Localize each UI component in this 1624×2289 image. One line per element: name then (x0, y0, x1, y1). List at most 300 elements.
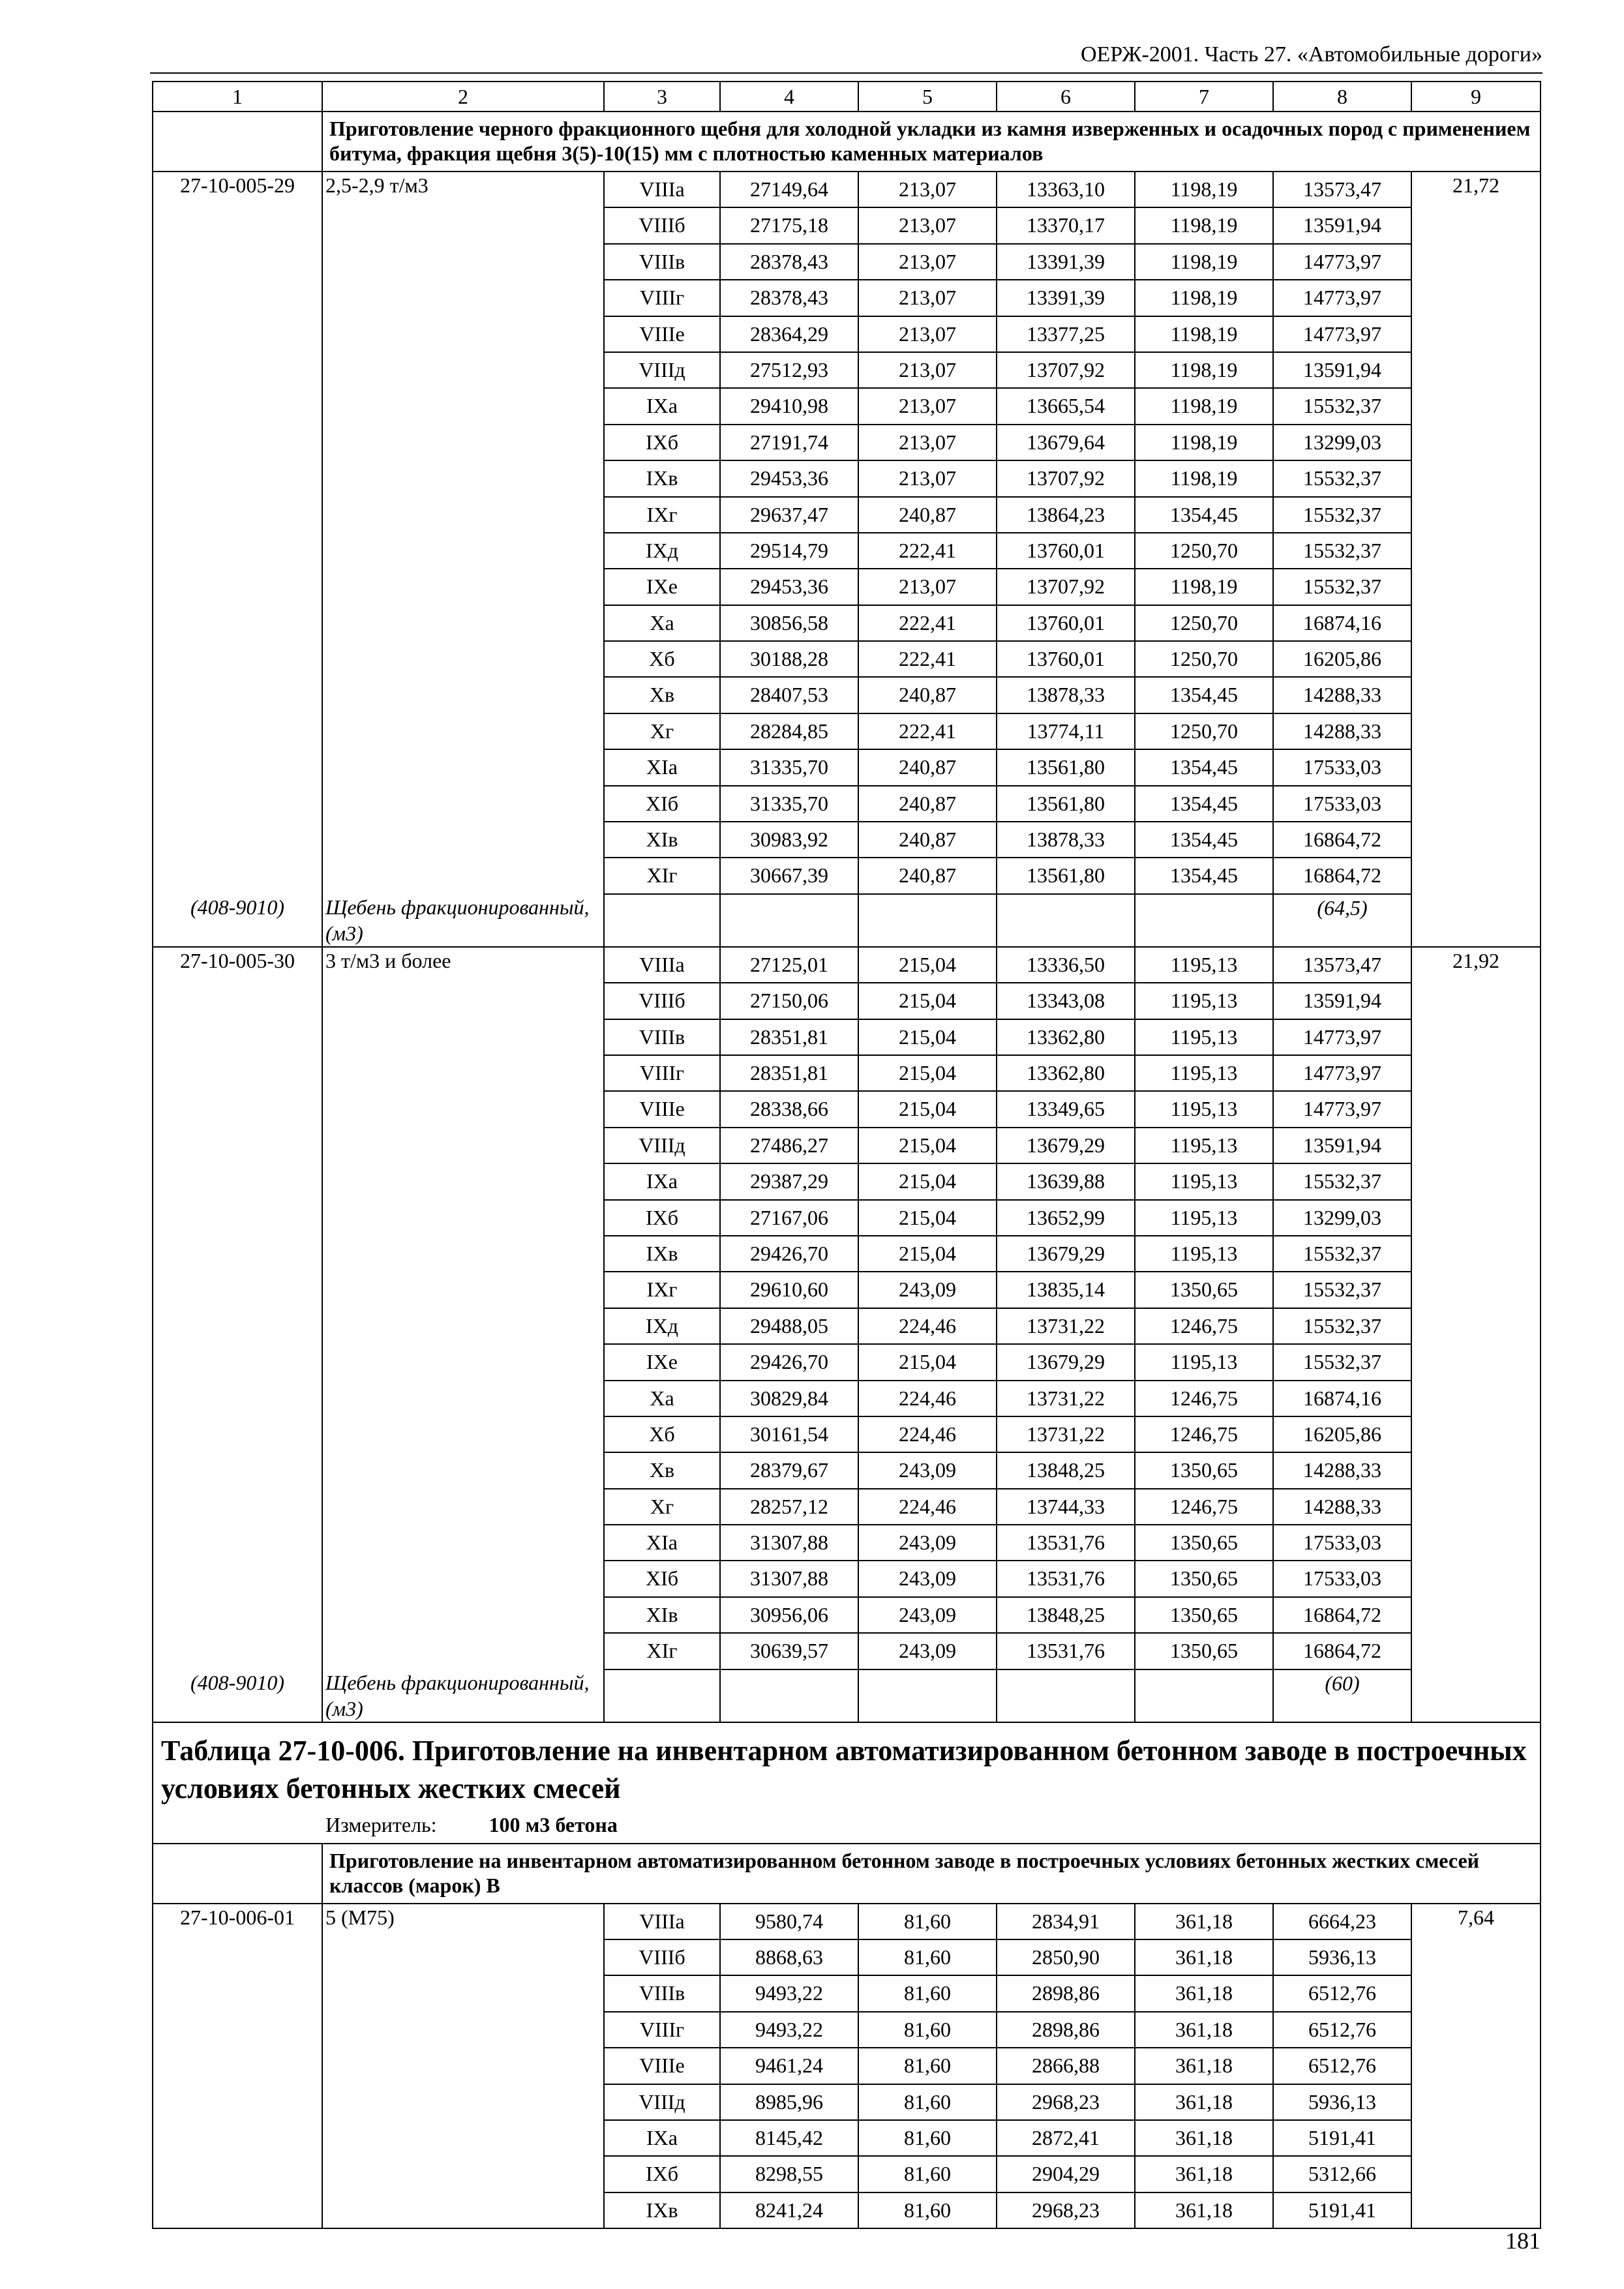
zone-cell: VIIIа (605, 948, 719, 983)
value-cell: 1250,70 (1135, 533, 1272, 569)
value-cell: 213,07 (859, 245, 996, 280)
zone-cell: IXе (605, 569, 719, 605)
value-cell: 6512,76 (1274, 2012, 1411, 2048)
entry-values-column (997, 172, 1135, 894)
rates-table (152, 81, 1541, 2229)
zone-cell: XIа (605, 750, 719, 786)
zone-cell: Xв (605, 1453, 719, 1489)
value-cell: 17533,03 (1274, 1525, 1411, 1561)
value-cell: 13707,92 (997, 461, 1134, 497)
value-cell: 15532,37 (1274, 1345, 1411, 1381)
value-cell: 213,07 (859, 208, 996, 244)
material-qty: (64,5) (1273, 894, 1411, 947)
value-cell: 222,41 (859, 606, 996, 642)
value-cell: 29637,47 (721, 498, 858, 533)
page-header: ОЕРЖ-2001. Часть 27. «Автомобильные дороги» (1080, 42, 1542, 67)
value-cell: 1198,19 (1135, 208, 1272, 244)
value-cell: 1246,75 (1135, 1309, 1272, 1345)
zone-cell: XIб (605, 786, 719, 822)
value-cell: 1195,13 (1135, 1236, 1272, 1272)
value-cell: 29453,36 (721, 569, 858, 605)
value-cell: 30667,39 (750, 863, 828, 888)
section-heading: Приготовление на инвентарном автоматизированном бетонном заводе в построечных условиях бетонных жестких смесей классов (марок) В (322, 1844, 1541, 1904)
value-cell: 17533,03 (1274, 786, 1411, 822)
value-cell: 1195,13 (1135, 1345, 1272, 1381)
rate-entry (153, 947, 1541, 1669)
value-cell: 9493,22 (721, 2012, 858, 2048)
zone-cell: IXв (646, 2198, 678, 2222)
column-number: 9 (1411, 82, 1541, 112)
value-cell: 15532,37 (1274, 533, 1411, 569)
value-cell: 30639,57 (750, 1639, 828, 1663)
value-cell: 361,18 (1135, 2012, 1272, 2048)
value-cell: 243,09 (899, 1639, 956, 1663)
entry-values-column (720, 947, 858, 1669)
value-cell: 1354,45 (1135, 822, 1272, 858)
entry-values-column (858, 172, 997, 894)
value-cell: 13760,01 (997, 642, 1134, 678)
material-row (153, 1669, 1541, 1722)
value-cell: 2898,86 (997, 2012, 1134, 2048)
value-cell: 1198,19 (1135, 280, 1272, 316)
value-cell: 1198,19 (1135, 569, 1272, 605)
value-cell: 16205,86 (1274, 1417, 1411, 1453)
value-cell: 31335,70 (721, 786, 858, 822)
value-cell: 16864,72 (1274, 1598, 1411, 1634)
value-cell: 240,87 (859, 498, 996, 533)
value-cell: 14288,33 (1274, 1489, 1411, 1525)
value-cell: 1354,45 (1135, 750, 1272, 786)
value-cell: 1250,70 (1135, 714, 1272, 750)
zone-cell: VIIIб (605, 983, 719, 1019)
value-cell: 215,04 (859, 1345, 996, 1381)
zone-cell: VIIIб (605, 208, 719, 244)
values-stack (859, 948, 996, 1669)
value-cell: 17533,03 (1274, 750, 1411, 786)
value-cell: 2898,86 (997, 1976, 1134, 2012)
value-cell: 5191,41 (1308, 2198, 1376, 2222)
values-stack (605, 172, 719, 893)
value-cell: 1354,45 (1135, 498, 1272, 533)
values-stack (1274, 1904, 1411, 2228)
value-cell: 1195,13 (1135, 1092, 1272, 1128)
material-empty-cell (997, 1669, 1135, 1722)
entry-values-column (1273, 1904, 1411, 2229)
value-cell: 224,46 (859, 1381, 996, 1417)
value-cell: 29610,60 (721, 1272, 858, 1308)
value-cell: 29387,29 (721, 1164, 858, 1200)
value-cell: 213,07 (859, 317, 996, 353)
values-stack (721, 1904, 858, 2228)
value-cell: 14773,97 (1274, 1056, 1411, 1092)
value-cell: 215,04 (859, 1020, 996, 1056)
zone-cell: VIIIе (605, 2048, 719, 2084)
zone-cell: VIIIд (605, 353, 719, 389)
value-cell: 27125,01 (721, 948, 858, 983)
value-cell: 16864,72 (1274, 822, 1411, 858)
value-cell: 2850,90 (997, 1940, 1134, 1976)
value-cell: 30188,28 (721, 642, 858, 678)
value-cell: 28378,43 (721, 280, 858, 316)
entry-values-column (1135, 947, 1273, 1669)
zone-cell: XIг (646, 1639, 678, 1663)
value-cell: 222,41 (859, 714, 996, 750)
zone-cell: Xб (605, 642, 719, 678)
zone-cell: VIIIе (605, 317, 719, 353)
entry-values-column (604, 1904, 720, 2229)
value-cell: 13299,03 (1274, 1201, 1411, 1236)
value-cell: 1246,75 (1135, 1417, 1272, 1453)
values-stack (997, 948, 1134, 1669)
value-cell: 1195,13 (1135, 1201, 1272, 1236)
entry-values-column (720, 172, 858, 894)
column-number: 5 (858, 82, 997, 112)
table-title-cell (153, 1722, 1541, 1844)
material-empty-cell (858, 894, 997, 947)
value-cell: 240,87 (899, 863, 956, 888)
section-heading-spacer (153, 1844, 322, 1904)
value-cell: 28378,43 (721, 245, 858, 280)
zone-cell: Xг (605, 1489, 719, 1525)
material-empty-cell (858, 1669, 997, 1722)
value-cell: 30983,92 (721, 822, 858, 858)
entry-values-column (604, 947, 720, 1669)
value-cell: 8145,42 (721, 2121, 858, 2157)
rate-entry (153, 172, 1541, 894)
measure-value: 100 м3 бетона (489, 1812, 618, 1836)
material-qty: (60) (1273, 1669, 1411, 1722)
material-empty-cell (720, 1669, 858, 1722)
value-cell: 81,60 (859, 2085, 996, 2121)
value-cell: 1350,65 (1135, 1272, 1272, 1308)
material-row (153, 894, 1541, 947)
value-cell: 361,18 (1135, 2157, 1272, 2192)
table-body (153, 82, 1541, 2228)
zone-cell: VIIIг (605, 280, 719, 316)
entry-values-column (858, 1904, 997, 2229)
value-cell: 1198,19 (1135, 425, 1272, 461)
value-cell: 81,60 (859, 2048, 996, 2084)
zone-cell: VIIIд (605, 1128, 719, 1164)
value-cell: 213,07 (859, 353, 996, 389)
value-cell: 27512,93 (721, 353, 858, 389)
value-cell: 361,18 (1135, 2085, 1272, 2121)
table-title-row (153, 1722, 1541, 1844)
column-number: 1 (153, 82, 322, 112)
entry-values-column (1273, 172, 1411, 894)
value-cell: 13561,80 (997, 786, 1134, 822)
value-cell: 13652,99 (997, 1201, 1134, 1236)
zone-cell: VIIIв (605, 245, 719, 280)
entry-labor: 7,64 (1411, 1904, 1541, 2229)
value-cell: 222,41 (859, 642, 996, 678)
value-cell: 28379,67 (721, 1453, 858, 1489)
value-cell: 13370,17 (997, 208, 1134, 244)
zone-cell: IXб (605, 1201, 719, 1236)
zone-cell: IXд (605, 1309, 719, 1345)
value-cell: 31307,88 (721, 1525, 858, 1561)
value-cell: 81,60 (859, 1940, 996, 1976)
value-cell: 81,60 (859, 1976, 996, 2012)
value-cell: 1198,19 (1135, 353, 1272, 389)
value-cell: 213,07 (859, 280, 996, 316)
zone-cell: IXб (605, 425, 719, 461)
value-cell: 243,09 (859, 1561, 996, 1597)
value-cell: 2968,23 (1032, 2198, 1100, 2222)
column-numbers-row (153, 82, 1541, 112)
value-cell: 13639,88 (997, 1164, 1134, 1200)
zone-cell: Xб (605, 1417, 719, 1453)
values-stack (721, 948, 858, 1669)
value-cell: 240,87 (859, 750, 996, 786)
value-cell: 13573,47 (1274, 948, 1411, 983)
zone-cell: VIIIг (605, 2012, 719, 2048)
values-stack (1135, 948, 1272, 1669)
value-cell: 5312,66 (1274, 2157, 1411, 2192)
entry-code: 27-10-005-30 (153, 947, 322, 1669)
value-cell: 30161,54 (721, 1417, 858, 1453)
value-cell: 13336,50 (997, 948, 1134, 983)
zone-cell: VIIIд (605, 2085, 719, 2121)
value-cell: 13377,25 (997, 317, 1134, 353)
column-number: 4 (720, 82, 858, 112)
value-cell: 29410,98 (721, 389, 858, 425)
value-cell: 361,18 (1135, 1904, 1272, 1940)
value-cell: 1195,13 (1135, 1020, 1272, 1056)
value-cell: 13760,01 (997, 606, 1134, 642)
value-cell: 1250,70 (1135, 606, 1272, 642)
value-cell: 1354,45 (1135, 786, 1272, 822)
section-heading-row (153, 112, 1541, 172)
zone-cell: XIв (605, 822, 719, 858)
material-empty-cell (604, 1669, 720, 1722)
value-cell: 213,07 (859, 569, 996, 605)
value-cell: 14773,97 (1274, 245, 1411, 280)
value-cell: 1195,13 (1135, 1128, 1272, 1164)
value-cell: 30829,84 (721, 1381, 858, 1417)
value-cell: 13561,80 (997, 750, 1134, 786)
value-cell: 15532,37 (1274, 1236, 1411, 1272)
value-cell: 13391,39 (997, 245, 1134, 280)
material-empty-cell (720, 894, 858, 947)
material-empty-cell (1411, 1669, 1541, 1722)
entry-description: 3 т/м3 и более (322, 947, 604, 1669)
value-cell: 27150,06 (721, 983, 858, 1019)
value-cell: 222,41 (859, 533, 996, 569)
value-cell: 15532,37 (1274, 1272, 1411, 1308)
zone-cell: XIг (646, 863, 678, 888)
zone-cell: IXв (605, 461, 719, 497)
material-code: (408-9010) (153, 894, 322, 947)
zone-cell: Xа (605, 606, 719, 642)
values-stack (997, 1904, 1134, 2228)
value-cell: 13731,22 (997, 1417, 1134, 1453)
value-cell: 13744,33 (997, 1489, 1134, 1525)
value-cell: 16864,72 (1303, 863, 1381, 888)
value-cell: 27175,18 (721, 208, 858, 244)
value-cell: 13531,76 (1027, 1639, 1105, 1663)
value-cell: 81,60 (859, 2121, 996, 2157)
value-cell: 6664,23 (1274, 1904, 1411, 1940)
value-cell: 29426,70 (721, 1236, 858, 1272)
zone-cell: IXа (605, 2121, 719, 2157)
value-cell: 14288,33 (1274, 678, 1411, 713)
column-number: 7 (1135, 82, 1273, 112)
value-cell: 13362,80 (997, 1020, 1134, 1056)
value-cell: 240,87 (859, 678, 996, 713)
value-cell: 28364,29 (721, 317, 858, 353)
value-cell: 215,04 (859, 983, 996, 1019)
value-cell: 9461,24 (721, 2048, 858, 2084)
value-cell: 8868,63 (721, 1940, 858, 1976)
value-cell: 1354,45 (1170, 863, 1238, 888)
value-cell: 81,60 (859, 2012, 996, 2048)
entry-values-column (720, 1904, 858, 2229)
material-empty-cell (604, 894, 720, 947)
value-cell: 13878,33 (997, 822, 1134, 858)
value-cell: 13679,29 (997, 1345, 1134, 1381)
header-rule (150, 72, 1542, 74)
value-cell: 16205,86 (1274, 642, 1411, 678)
value-cell: 1246,75 (1135, 1381, 1272, 1417)
value-cell: 15532,37 (1274, 1309, 1411, 1345)
value-cell: 29426,70 (721, 1345, 858, 1381)
value-cell: 13707,92 (997, 569, 1134, 605)
values-stack (1135, 172, 1272, 893)
value-cell: 8241,24 (755, 2198, 823, 2222)
zone-cell: IXг (605, 1272, 719, 1308)
value-cell: 17533,03 (1274, 1561, 1411, 1597)
zone-cell: XIа (605, 1525, 719, 1561)
value-cell: 1198,19 (1135, 317, 1272, 353)
value-cell: 213,07 (859, 461, 996, 497)
value-cell: 13591,94 (1274, 353, 1411, 389)
value-cell: 31307,88 (721, 1561, 858, 1597)
rate-entry (153, 1904, 1541, 2229)
material-name: Щебень фракционированный, (м3) (322, 894, 604, 947)
value-cell: 13774,11 (997, 714, 1134, 750)
value-cell: 1195,13 (1135, 1164, 1272, 1200)
value-cell: 240,87 (859, 822, 996, 858)
entry-values-column (858, 947, 997, 1669)
values-stack (1135, 1904, 1272, 2228)
values-stack (1274, 948, 1411, 1669)
value-cell: 15532,37 (1274, 569, 1411, 605)
value-cell: 243,09 (859, 1525, 996, 1561)
zone-cell: IXе (605, 1345, 719, 1381)
zone-cell: IXа (605, 1164, 719, 1200)
value-cell: 1250,70 (1135, 642, 1272, 678)
zone-cell: VIIIа (605, 1904, 719, 1940)
value-cell: 1195,13 (1135, 948, 1272, 983)
value-cell: 29453,36 (721, 461, 858, 497)
zone-cell: XIб (605, 1561, 719, 1597)
value-cell: 1195,13 (1135, 1056, 1272, 1092)
value-cell: 1198,19 (1135, 461, 1272, 497)
zone-cell: VIIIг (605, 1056, 719, 1092)
zone-cell: VIIIе (605, 1092, 719, 1128)
column-number: 8 (1273, 82, 1411, 112)
value-cell: 30956,06 (721, 1598, 858, 1634)
value-cell: 243,09 (859, 1453, 996, 1489)
material-empty-cell (997, 894, 1135, 947)
value-cell: 13679,29 (997, 1128, 1134, 1164)
value-cell: 215,04 (859, 1164, 996, 1200)
value-cell: 215,04 (859, 1201, 996, 1236)
value-cell: 224,46 (859, 1489, 996, 1525)
value-cell: 15532,37 (1274, 498, 1411, 533)
value-cell: 213,07 (859, 172, 996, 208)
column-number: 6 (997, 82, 1135, 112)
values-stack (859, 1904, 996, 2228)
value-cell: 243,09 (859, 1598, 996, 1634)
value-cell: 14288,33 (1274, 714, 1411, 750)
zone-cell: VIIIа (605, 172, 719, 208)
value-cell: 1198,19 (1135, 389, 1272, 425)
value-cell: 13391,39 (997, 280, 1134, 316)
zone-cell: Xв (605, 678, 719, 713)
material-empty-cell (1135, 1669, 1273, 1722)
value-cell: 13531,76 (997, 1561, 1134, 1597)
value-cell: 2866,88 (997, 2048, 1134, 2084)
value-cell: 16864,72 (1303, 1639, 1381, 1663)
section-heading: Приготовление черного фракционного щебня для холодной укладки из камня изверженных и осадочных пород с применением битума, фракция щебня 3(5)-10(15) мм с плотностью каменных материалов (322, 112, 1541, 172)
value-cell: 13731,22 (997, 1381, 1134, 1417)
value-cell: 14773,97 (1274, 317, 1411, 353)
zone-cell: VIIIв (605, 1020, 719, 1056)
value-cell: 1198,19 (1135, 245, 1272, 280)
value-cell: 361,18 (1135, 1940, 1272, 1976)
measure-label: Измеритель: (325, 1812, 437, 1836)
value-cell: 361,18 (1135, 2048, 1272, 2084)
value-cell: 5936,13 (1274, 2085, 1411, 2121)
section-heading-row (153, 1844, 1541, 1904)
zone-cell: IXд (605, 533, 719, 569)
table-title: Таблица 27-10-006. Приготовление на инвентарном автоматизированном бетонном заводе в построечных условиях бетонных жестких смесей (161, 1734, 1527, 1804)
values-stack (605, 1904, 719, 2228)
material-code: (408-9010) (153, 1669, 322, 1722)
value-cell: 13531,76 (997, 1525, 1134, 1561)
material-empty-cell (1411, 894, 1541, 947)
page-number: 181 (1505, 2228, 1541, 2254)
value-cell: 224,46 (859, 1417, 996, 1453)
value-cell: 13299,03 (1274, 425, 1411, 461)
value-cell: 27167,06 (721, 1201, 858, 1236)
value-cell: 1350,65 (1135, 1525, 1272, 1561)
zone-cell: VIIIв (605, 1976, 719, 2012)
zone-cell: Xа (605, 1381, 719, 1417)
value-cell: 1195,13 (1135, 983, 1272, 1019)
value-cell: 2872,41 (997, 2121, 1134, 2157)
value-cell: 215,04 (859, 1128, 996, 1164)
value-cell: 13665,54 (997, 389, 1134, 425)
entry-values-column (1135, 1904, 1273, 2229)
value-cell: 6512,76 (1274, 1976, 1411, 2012)
value-cell: 14773,97 (1274, 280, 1411, 316)
value-cell: 215,04 (859, 1092, 996, 1128)
value-cell: 13848,25 (997, 1453, 1134, 1489)
value-cell: 15532,37 (1274, 461, 1411, 497)
value-cell: 13835,14 (997, 1272, 1134, 1308)
value-cell: 13591,94 (1274, 983, 1411, 1019)
zone-cell: IXг (605, 498, 719, 533)
value-cell: 2834,91 (997, 1904, 1134, 1940)
measure-line (161, 1812, 1533, 1838)
value-cell: 28351,81 (721, 1020, 858, 1056)
value-cell: 29488,05 (721, 1309, 858, 1345)
value-cell: 16874,16 (1274, 1381, 1411, 1417)
entry-values-column (1273, 947, 1411, 1669)
